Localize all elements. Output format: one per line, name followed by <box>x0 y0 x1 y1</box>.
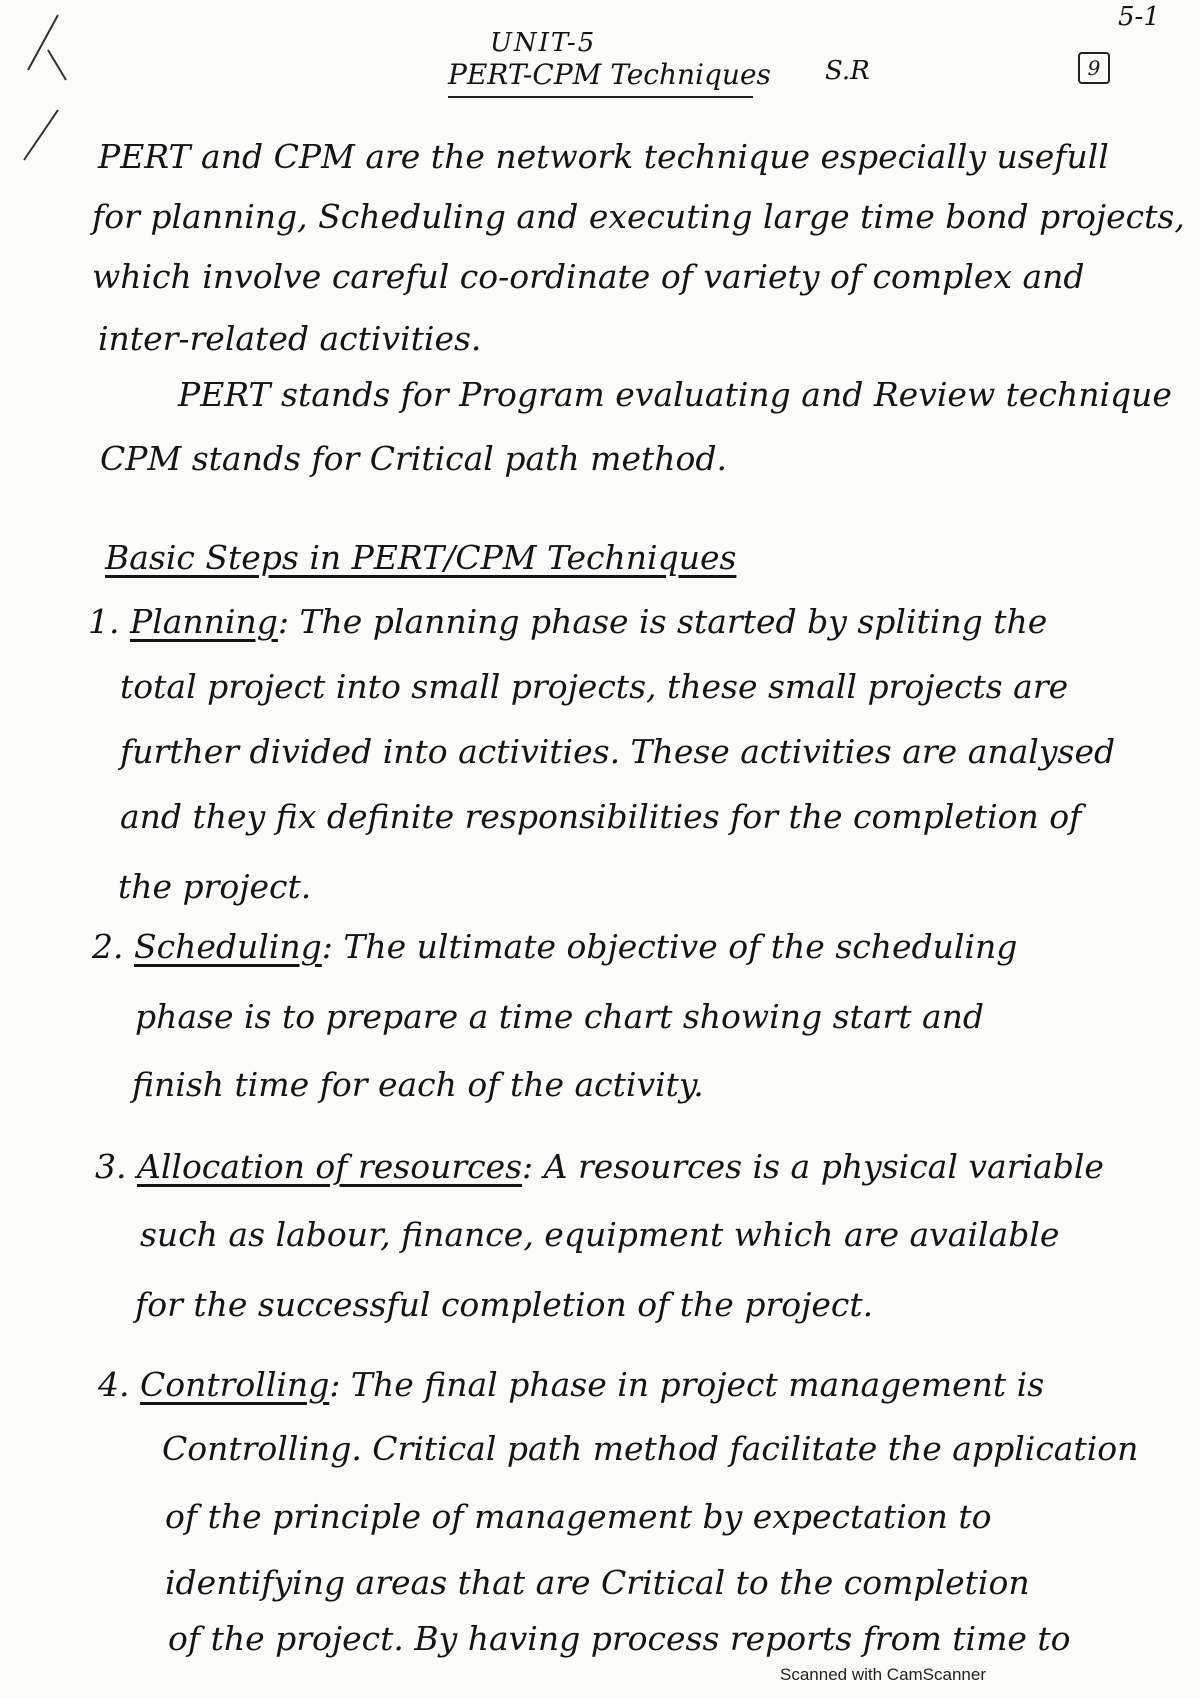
intro-line: PERT stands for Program evaluating and Review technique <box>178 375 1172 414</box>
step-4-line <box>98 1365 1045 1404</box>
intro-line: CPM stands for Critical path method. <box>100 439 727 478</box>
scanner-watermark: Scanned with CamScanner <box>780 1665 987 1684</box>
step-term: Planning <box>130 602 278 641</box>
title-underline <box>448 96 753 98</box>
unit-label: UNIT-5 <box>490 28 597 58</box>
step-number: 3. <box>95 1147 127 1186</box>
step-line: identifying areas that are Critical to the completion <box>165 1563 1030 1602</box>
section-heading: Basic Steps in PERT/CPM Techniques <box>105 538 737 577</box>
step-term: Controlling <box>140 1365 330 1404</box>
margin-pen-mark <box>18 10 98 170</box>
page-ref-box: 9 <box>1078 52 1110 84</box>
step-line: and they fix definite responsibilities for the completion of <box>120 797 1082 836</box>
step-line: phase is to prepare a time chart showing start and <box>135 997 985 1036</box>
step-line: total project into small projects, these small projects are <box>120 667 1069 706</box>
step-text: : A resources is a physical variable <box>522 1147 1104 1186</box>
step-1-line <box>88 602 1048 641</box>
step-number: 2. <box>92 927 124 966</box>
step-line: for the successful completion of the project. <box>135 1285 874 1324</box>
step-term: Scheduling <box>134 927 322 966</box>
step-line: of the principle of management by expectation to <box>165 1497 992 1536</box>
step-line: of the project. By having process reports from time to <box>168 1619 1071 1658</box>
intro-line: for planning, Scheduling and executing large time bond projects, <box>92 197 1185 236</box>
step-line: Controlling. Critical path method facilitate the application <box>162 1429 1139 1468</box>
author-initials: S.R <box>825 56 870 86</box>
step-line: such as labour, finance, equipment which are available <box>140 1215 1060 1254</box>
step-line: further divided into activities. These activities are analysed <box>120 732 1116 771</box>
step-line: finish time for each of the activity. <box>132 1065 704 1104</box>
step-number: 1. <box>88 602 120 641</box>
step-text: : The ultimate objective of the scheduling <box>321 927 1018 966</box>
step-text: : The final phase in project management is <box>329 1365 1045 1404</box>
step-number: 4. <box>98 1365 130 1404</box>
page-title-text: PERT-CPM Techniques <box>448 58 771 91</box>
intro-line: inter-related activities. <box>98 319 482 358</box>
step-term: Allocation of resources <box>137 1147 523 1186</box>
page-number: 5-1 <box>1118 2 1160 32</box>
intro-line: which involve careful co-ordinate of variety of complex and <box>92 257 1085 296</box>
step-line: the project. <box>118 867 312 906</box>
step-3-line <box>95 1147 1104 1186</box>
step-2-line <box>92 927 1018 966</box>
step-text: : The planning phase is started by spliting the <box>277 602 1048 641</box>
intro-line: PERT and CPM are the network technique especially usefull <box>98 137 1109 176</box>
